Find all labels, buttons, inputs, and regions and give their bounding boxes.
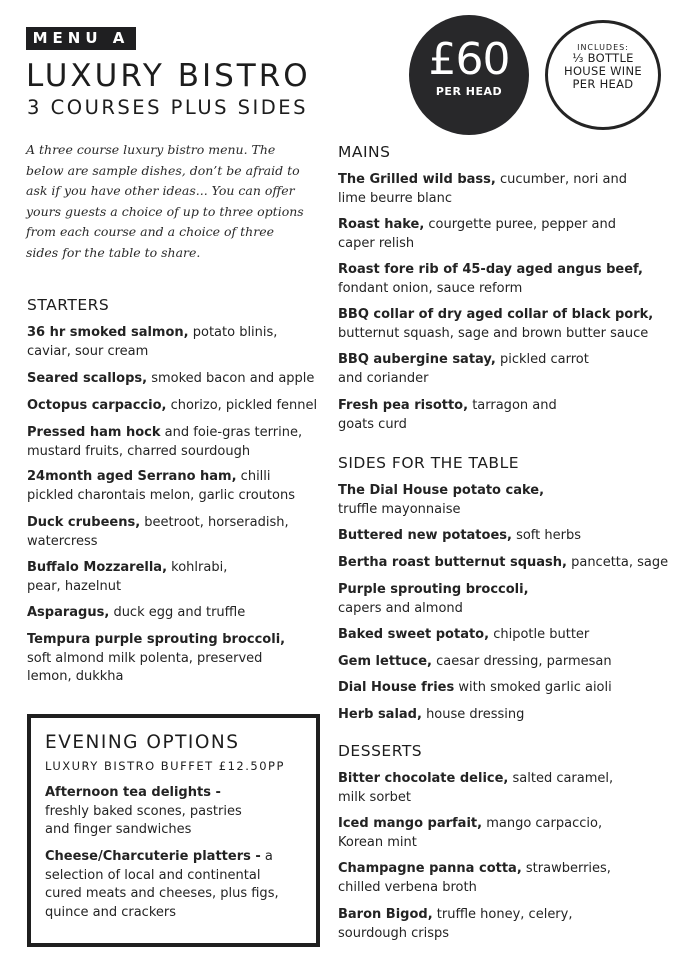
starter-item: Tempura purple sprouting broccoli, soft almond milk polenta, preserved lemon, dukkha xyxy=(27,632,286,684)
includes-line: ⅓ BOTTLE xyxy=(572,51,634,65)
main-item: Roast hake, courgette puree, pepper and caper relish xyxy=(338,217,616,251)
desserts-heading: DESSERTS xyxy=(338,742,423,760)
side-item: Baked sweet potato, chipotle butter xyxy=(338,627,590,642)
side-item: Buttered new potatoes, soft herbs xyxy=(338,528,581,543)
side-item: Gem lettuce, caesar dressing, parmesan xyxy=(338,654,612,669)
side-item: Dial House fries with smoked garlic aioli xyxy=(338,680,612,695)
page-subtitle: 3 COURSES PLUS SIDES xyxy=(27,96,309,119)
intro-text: A three course luxury bistro menu. The below are sample dishes, don’t be afraid to ask if you have other ideas... You can offer yours guests a choice of up to three options from each course and a choice of three sides for the table to share. xyxy=(26,142,304,260)
evening-subtitle: LUXURY BISTRO BUFFET £12.50PP xyxy=(45,759,285,773)
main-item: BBQ collar of dry aged collar of black pork, butternut squash, sage and brown butter sauce xyxy=(338,307,654,341)
includes-label: INCLUDES: xyxy=(577,43,629,52)
evening-item: Cheese/Charcuterie platters - a selection of local and continental cured meats and cheeses, plus figs, quince and crackers xyxy=(45,849,279,920)
sides-heading: SIDES FOR THE TABLE xyxy=(338,454,519,472)
starter-item: Duck crubeens, beetroot, horseradish, watercress xyxy=(27,515,289,549)
main-item: Roast fore rib of 45-day aged angus beef, fondant onion, sauce reform xyxy=(338,262,643,296)
side-item: The Dial House potato cake, truffle mayonnaise xyxy=(338,483,545,517)
dessert-item: Iced mango parfait, mango carpaccio, Korean mint xyxy=(338,816,603,850)
starter-item: Pressed ham hock and foie-gras terrine, mustard fruits, charred sourdough xyxy=(27,425,303,459)
mains-heading: MAINS xyxy=(338,143,391,161)
includes-line: HOUSE WINE xyxy=(564,64,642,78)
side-item: Purple sprouting broccoli, capers and almond xyxy=(338,582,529,616)
evening-item: Afternoon tea delights - freshly baked scones, pastries and finger sandwiches xyxy=(45,785,242,837)
dessert-item: Bitter chocolate delice, salted caramel, milk sorbet xyxy=(338,771,614,805)
starter-item: Buffalo Mozzarella, kohlrabi, pear, hazelnut xyxy=(27,560,228,594)
page-title: LUXURY BISTRO xyxy=(26,58,311,94)
dessert-item: Champagne panna cotta, strawberries, chilled verbena broth xyxy=(338,861,611,895)
starters-heading: STARTERS xyxy=(27,296,110,314)
starter-item: Asparagus, duck egg and truffle xyxy=(27,605,246,620)
price-per-head: PER HEAD xyxy=(435,85,503,98)
side-item: Herb salad, house dressing xyxy=(338,707,525,722)
starter-item: 24month aged Serrano ham, chilli pickled charontais melon, garlic croutons xyxy=(27,469,295,503)
includes-badge xyxy=(545,20,661,130)
includes-line: PER HEAD xyxy=(572,77,634,91)
side-item: Bertha roast butternut squash, pancetta, sage xyxy=(338,555,669,570)
evening-title: EVENING OPTIONS xyxy=(45,732,240,753)
starter-item: 36 hr smoked salmon, potato blinis, caviar, sour cream xyxy=(27,325,278,359)
main-item: The Grilled wild bass, cucumber, nori and lime beurre blanc xyxy=(338,172,627,206)
starter-item: Seared scallops, smoked bacon and apple xyxy=(27,371,315,386)
main-item: Fresh pea risotto, tarragon and goats curd xyxy=(338,398,557,432)
dessert-item: Baron Bigod, truffle honey, celery, sourdough crisps xyxy=(338,907,573,941)
price-amount: £60 xyxy=(428,34,510,85)
starter-item: Octopus carpaccio, chorizo, pickled fennel xyxy=(27,398,318,413)
price-badge xyxy=(409,15,529,135)
menu-tag: MENU A xyxy=(26,27,136,50)
main-item: BBQ aubergine satay, pickled carrot and coriander xyxy=(338,352,589,386)
